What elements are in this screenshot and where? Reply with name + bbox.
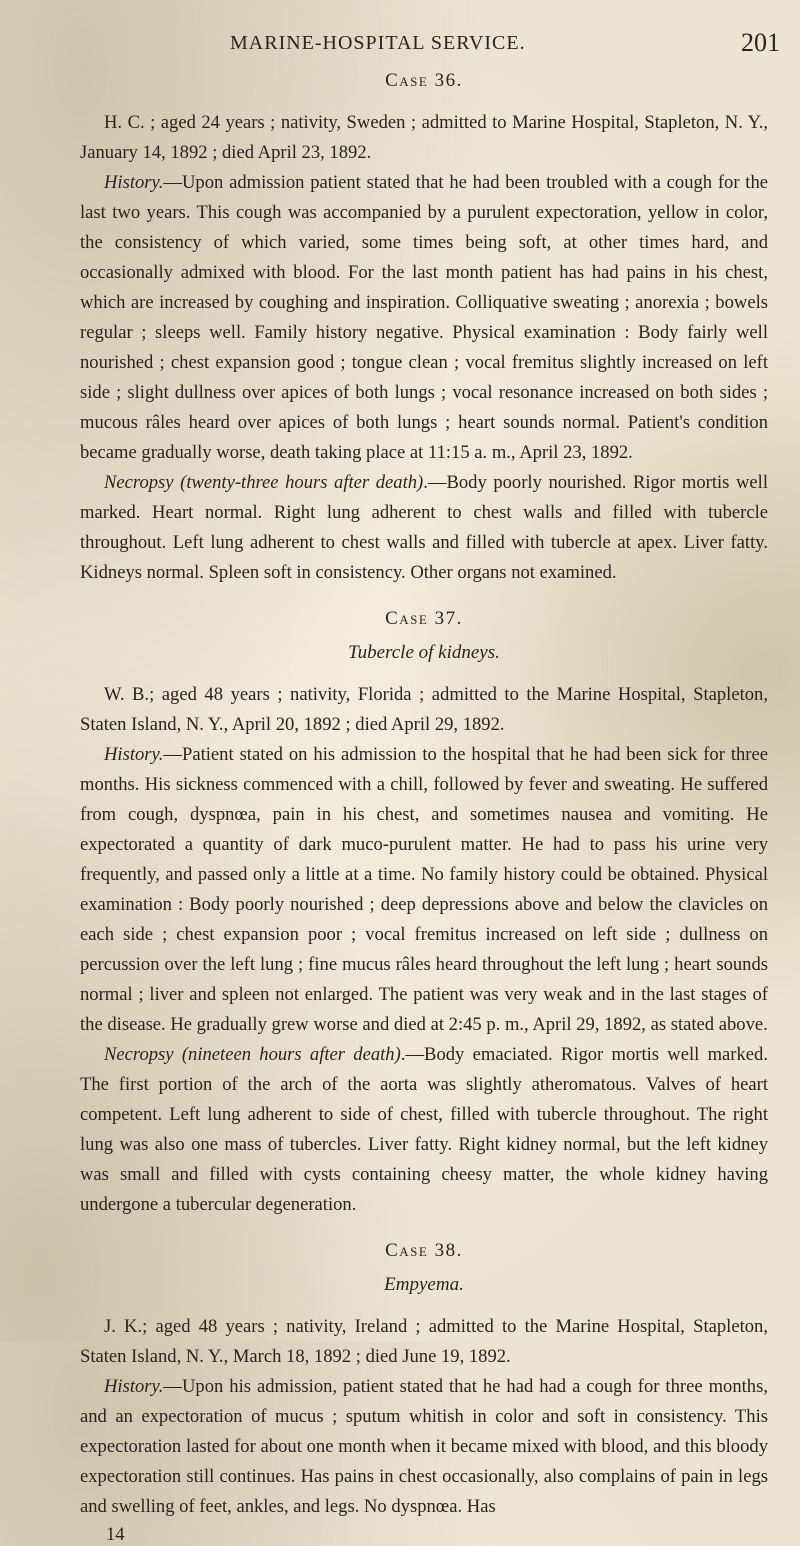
page-header xyxy=(80,18,780,58)
signature-mark: 14 xyxy=(106,1524,125,1545)
case-intro: W. B.; aged 48 years ; nativity, Florida ; admitted to the Marine Hospital, Stapleton, Staten Island, N. Y., April 20, 1892 ; died April 29, 1892. xyxy=(80,684,768,735)
case-necropsy xyxy=(80,468,768,588)
history-text: —Upon admission patient stated that he had been troubled with a cough for the last two years. This cough was accompanied by a purulent expectoration, yellow in color, the consistency of which varied, some times being soft, at other times hard, and occasionally admixed with blood. For the last month patient has had pains in his chest, which are increased by coughing and inspiration. Colliquative sweating ; anorexia ; bowels regular ; sleeps well. Family history negative. Physical examination : Body fairly well nourished ; chest expansion good ; tongue clean ; vocal fremitus slightly increased on left side ; slight dullness over apices of both lungs ; vocal resonance increased on both sides ; mucous râles heard over apices of both lungs ; heart sounds normal. Patient's condition became gradually worse, death taking place at 11:15 a. m., April 23, 1892. xyxy=(80,172,768,463)
history-label: History. xyxy=(104,1376,164,1397)
history-text: —Patient stated on his admission to the hospital that he had been sick for three months. His sickness commenced with a chill, followed by fever and sweating. He suffered from cough, dyspnœa, pain in his chest, and sometimes nausea and vomiting. He expectorated a quantity of dark muco-purulent matter. He had to pass his urine very frequently, and passed only a little at a time. No family history could be obtained. Physical examination : Body poorly nourished ; deep depressions above and below the clavicles on each side ; chest expansion poor ; vocal fremitus increased on left side ; dullness on percussion over the left lung ; fine mucus râles heard throughout the left lung ; heart sounds normal ; liver and spleen not enlarged. The patient was very weak and in the last stages of the disease. He gradually grew worse and died at 2:45 p. m., April 29, 1892, as stated above. xyxy=(80,744,768,1035)
case-history xyxy=(80,1372,768,1522)
necropsy-paren: (twenty-three hours after death) xyxy=(180,472,424,493)
necropsy-label: Necropsy xyxy=(104,1044,174,1065)
case-subtitle: Empyema. xyxy=(384,1274,464,1295)
case-history xyxy=(80,168,768,468)
history-label: History. xyxy=(104,172,164,193)
case-history xyxy=(80,740,768,1040)
case-necropsy xyxy=(80,1040,768,1220)
case-subtitle: Tubercle of kidneys. xyxy=(348,642,500,663)
case-title: Case 38. xyxy=(385,1240,463,1261)
case-title: Case 37. xyxy=(385,608,463,629)
case-intro: J. K.; aged 48 years ; nativity, Ireland ; admitted to the Marine Hospital, Stapleton, Staten Island, N. Y., March 18, 1892 ; died June 19, 1892. xyxy=(80,1316,768,1367)
history-text: —Upon his admission, patient stated that he had had a cough for three months, and an expectoration of mucus ; sputum whitish in color and soft in consistency. This expectoration lasted for about one month when it became mixed with blood, and this bloody expectoration still continues. Has pains in chest occasionally, also complains of pain in legs and swelling of feet, ankles, and legs. No dyspnœa. Has xyxy=(80,1376,768,1517)
case-title: Case 36. xyxy=(385,70,463,91)
page-number: 201 xyxy=(741,28,780,57)
necropsy-paren: (nineteen hours after death) xyxy=(181,1044,401,1065)
history-label: History. xyxy=(104,744,164,765)
necropsy-text: .—Body poorly nourished. Rigor mortis well marked. Heart normal. Right lung adherent to chest walls and filled with tubercle throughout. Left lung adherent to chest walls and filled with tubercle at apex. Liver fatty. Kidneys normal. Spleen soft in consistency. Other organs not examined. xyxy=(80,472,768,583)
running-head: MARINE-HOSPITAL SERVICE. xyxy=(230,32,526,54)
case-intro: H. C. ; aged 24 years ; nativity, Sweden ; admitted to Marine Hospital, Stapleton, N. Y., January 14, 1892 ; died April 23, 1892. xyxy=(80,112,768,163)
necropsy-text: .—Body emaciated. Rigor mortis well marked. The first portion of the arch of the aorta was slightly atheromatous. Valves of heart competent. Left lung adherent to side of chest, filled with tubercle throughout. The right lung was also one mass of tubercles. Liver fatty. Right kidney normal, but the left kidney was small and filled with cysts containing cheesy matter, the whole kidney having undergone a tubercular degeneration. xyxy=(80,1044,768,1215)
page xyxy=(80,18,780,1546)
necropsy-label: Necropsy xyxy=(104,472,174,493)
